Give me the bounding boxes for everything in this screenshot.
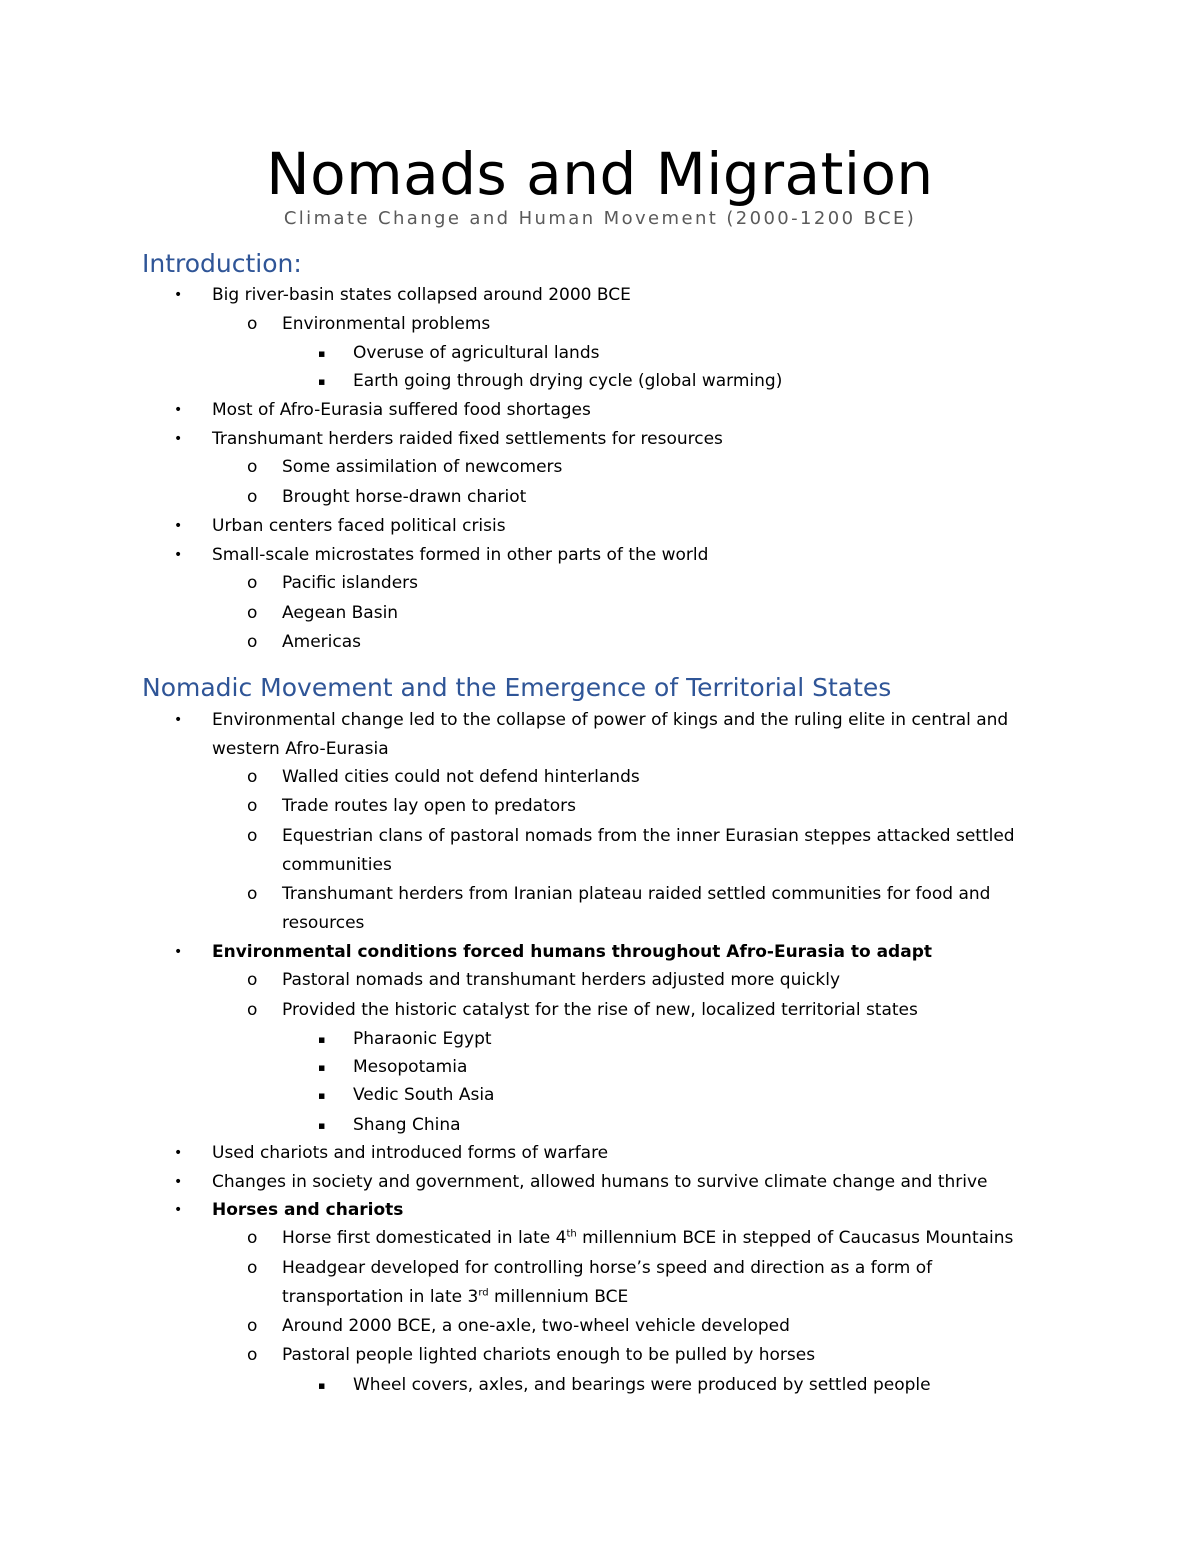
bullet-level2: o — [247, 1228, 258, 1248]
list-item: Vedic South Asia — [353, 1085, 495, 1105]
list-item: Environmental problems — [282, 314, 491, 334]
list-item: Horses and chariots — [212, 1200, 404, 1220]
bullet-level2: o — [247, 314, 258, 334]
list-item: Pastoral people lighted chariots enough to be pulled by horses — [282, 1345, 816, 1365]
intro-heading: Introduction: — [142, 249, 302, 278]
bullet-level2: o — [247, 573, 258, 593]
list-item: Changes in society and government, allowed humans to survive climate change and thrive — [212, 1172, 988, 1192]
list-item: Earth going through drying cycle (global warming) — [353, 371, 783, 391]
bullet-level2: o — [247, 457, 258, 477]
bullet-level1: • — [174, 431, 183, 447]
bullet-level3: ▪ — [318, 1379, 326, 1392]
list-item: Aegean Basin — [282, 603, 399, 623]
bullet-level1: • — [174, 547, 183, 563]
superscript: th — [566, 1228, 577, 1240]
list-item: Shang China — [353, 1115, 461, 1135]
bullet-level3: ▪ — [318, 375, 326, 388]
list-item: Americas — [282, 632, 361, 652]
list-item: Pacific islanders — [282, 573, 419, 593]
bullet-level1: • — [174, 1174, 183, 1190]
list-item: Walled cities could not defend hinterlands — [282, 767, 640, 787]
superscript: rd — [478, 1287, 489, 1299]
list-item-text: Horse first domesticated in late 4 — [282, 1228, 567, 1248]
nomadic-heading: Nomadic Movement and the Emergence of Territorial States — [142, 673, 892, 702]
list-item: Provided the historic catalyst for the rise of new, localized territorial states — [282, 1000, 918, 1020]
document-title: Nomads and Migration — [266, 140, 934, 208]
bullet-level3: ▪ — [318, 347, 326, 360]
list-item: Mesopotamia — [353, 1057, 468, 1077]
list-item: Small-scale microstates formed in other parts of the world — [212, 545, 709, 565]
bullet-level1: • — [174, 1202, 183, 1218]
list-item: Environmental conditions forced humans throughout Afro-Eurasia to adapt — [212, 942, 932, 962]
list-item-text: millennium BCE in stepped of Caucasus Mountains — [576, 1228, 1014, 1248]
list-item: Around 2000 BCE, a one-axle, two-wheel vehicle developed — [282, 1316, 790, 1336]
list-item — [282, 1254, 1042, 1312]
bullet-level2: o — [247, 487, 258, 507]
list-item-text: Headgear developed for controlling horse’s speed and direction as a form of transportation in late 3 — [282, 1258, 933, 1307]
bullet-level2: o — [247, 1316, 258, 1336]
bullet-level2: o — [247, 603, 258, 623]
bullet-level2: o — [247, 767, 258, 787]
bullet-level3: ▪ — [318, 1033, 326, 1046]
bullet-level1: • — [174, 1145, 183, 1161]
bullet-level2: o — [247, 632, 258, 652]
bullet-level1: • — [174, 518, 183, 534]
bullet-level3: ▪ — [318, 1061, 326, 1074]
list-item: Overuse of agricultural lands — [353, 343, 600, 363]
bullet-level1: • — [174, 402, 183, 418]
document-subtitle: Climate Change and Human Movement (2000-1200 BCE) — [283, 208, 917, 229]
bullet-level1: • — [174, 944, 183, 960]
list-item: Some assimilation of newcomers — [282, 457, 563, 477]
list-item: Most of Afro-Eurasia suffered food shortages — [212, 400, 591, 420]
list-item — [282, 1224, 1042, 1253]
list-item: Pharaonic Egypt — [353, 1029, 492, 1049]
list-item: Environmental change led to the collapse of power of kings and the ruling elite in central and western Afro-Eurasia — [212, 710, 1009, 759]
bullet-level1: • — [174, 712, 183, 728]
list-item: Equestrian clans of pastoral nomads from the inner Eurasian steppes attacked settled communities — [282, 826, 1015, 875]
bullet-level2: o — [247, 796, 258, 816]
bullet-level2: o — [247, 1345, 258, 1365]
list-item-text: millennium BCE — [488, 1287, 629, 1307]
bullet-level3: ▪ — [318, 1119, 326, 1132]
bullet-level1: • — [174, 287, 183, 303]
list-item: Trade routes lay open to predators — [282, 796, 577, 816]
list-item: Big river-basin states collapsed around 2000 BCE — [212, 285, 631, 305]
bullet-level2: o — [247, 884, 258, 904]
bullet-level2: o — [247, 826, 258, 846]
list-item: Used chariots and introduced forms of warfare — [212, 1143, 609, 1163]
bullet-level2: o — [247, 1000, 258, 1020]
list-item: Transhumant herders raided fixed settlements for resources — [212, 429, 723, 449]
list-item: Transhumant herders from Iranian plateau raided settled communities for food and resources — [282, 884, 991, 933]
list-item: Brought horse-drawn chariot — [282, 487, 527, 507]
bullet-level3: ▪ — [318, 1089, 326, 1102]
bullet-level2: o — [247, 1258, 258, 1278]
list-item: Pastoral nomads and transhumant herders adjusted more quickly — [282, 970, 841, 990]
list-item: Wheel covers, axles, and bearings were produced by settled people — [353, 1375, 931, 1395]
bullet-level2: o — [247, 970, 258, 990]
list-item: Urban centers faced political crisis — [212, 516, 506, 536]
